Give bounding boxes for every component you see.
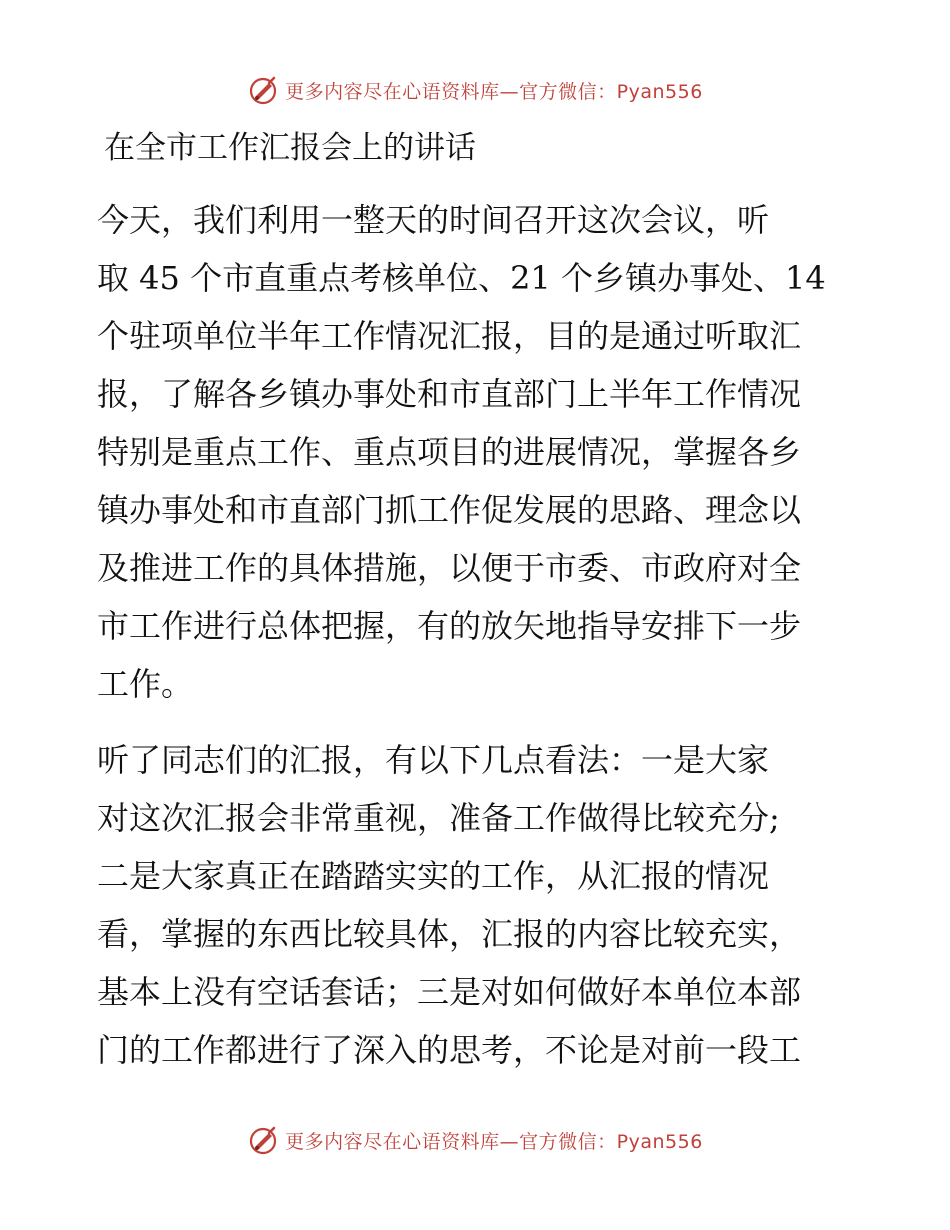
text-line: 二是大家真正在踏踏实实的工作，从汇报的情况 [97,857,770,895]
footer-watermark [0,1120,950,1160]
header-watermark [0,70,950,110]
document-title: 在全市工作汇报会上的讲话 [104,130,476,166]
text-line: 工作。 [97,665,194,703]
text-line: 对这次汇报会非常重视，准备工作做得比较充分; [97,799,780,837]
ink-pen-logo-icon [247,1124,279,1156]
watermark-text: 更多内容尽在心语资料库—官方微信：Pyan556 [285,80,703,103]
text-line: 个驻项单位半年工作情况汇报，目的是通过听取汇 [97,317,802,355]
text-line: 镇办事处和市直部门抓工作促发展的思路、理念以 [97,491,802,529]
text-line: 报，了解各乡镇办事处和市直部门上半年工作情况 [97,375,802,413]
watermark-text: 更多内容尽在心语资料库—官方微信：Pyan556 [285,1130,703,1153]
text-line: 及推进工作的具体措施，以便于市委、市政府对全 [97,549,802,587]
ink-pen-logo-icon [247,74,279,106]
text-line: 看，掌握的东西比较具体，汇报的内容比较充实， [97,915,802,953]
text-line: 门的工作都进行了深入的思考，不论是对前一段工 [97,1031,802,1069]
text-line: 取 45 个市直重点考核单位、21 个乡镇办事处、14 [97,259,826,297]
text-line: 基本上没有空话套话；三是对如何做好本单位本部 [97,973,802,1011]
text-line: 特别是重点工作、重点项目的进展情况，掌握各乡 [97,433,802,471]
text-line: 今天，我们利用一整天的时间召开这次会议，听 [97,201,770,239]
text-line: 听了同志们的汇报，有以下几点看法：一是大家 [97,741,770,779]
text-line: 市工作进行总体把握，有的放矢地指导安排下一步 [97,607,802,645]
